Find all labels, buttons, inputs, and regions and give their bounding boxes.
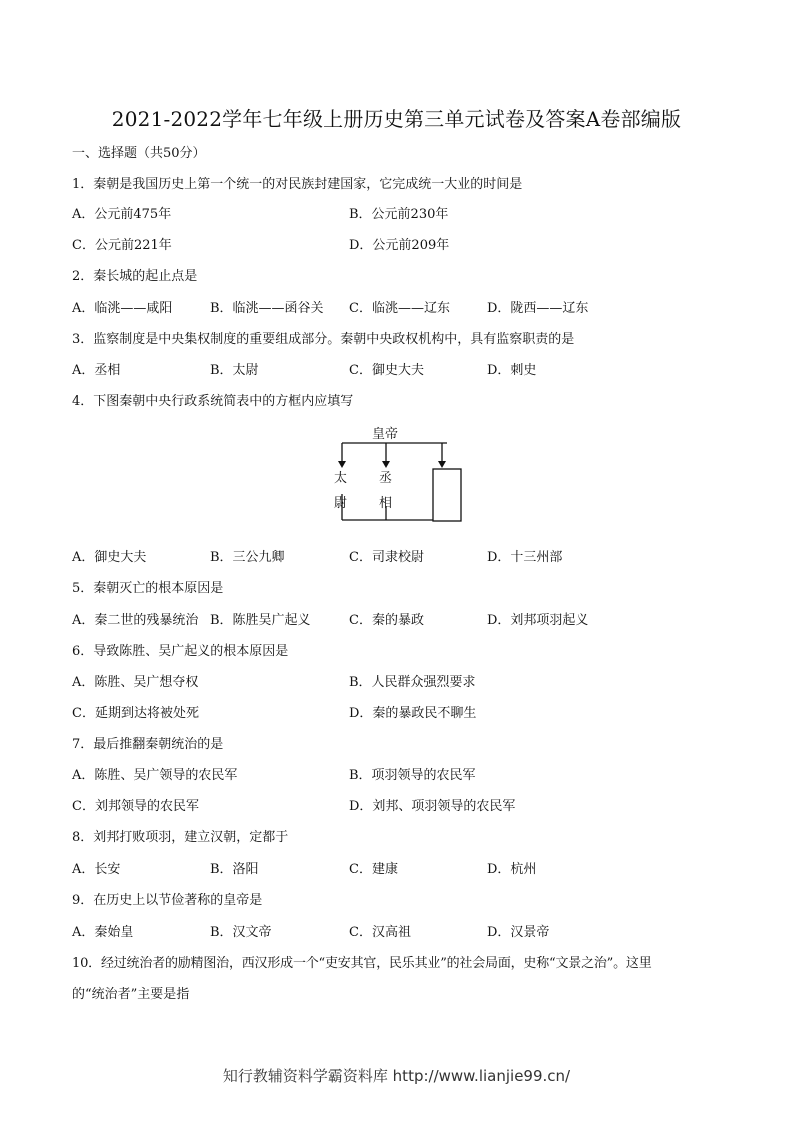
q7-option-d: D．刘邦、项羽领导的农民军: [349, 799, 516, 814]
question-9: 9．在历史上以节俭著称的皇帝是: [72, 893, 263, 908]
q4-option-b: B．三公九卿: [210, 550, 285, 565]
q1-option-d: D．公元前209年: [349, 238, 450, 253]
q2-option-d: D．陇西——辽东: [487, 301, 589, 316]
q4-option-a: A．御史大夫: [72, 550, 147, 565]
question-2: 2．秦长城的起止点是: [72, 269, 198, 284]
question-7: 7．最后推翻秦朝统治的是: [72, 737, 224, 752]
q4-option-d: D．十三州部: [487, 550, 563, 565]
q2-option-a: A．临洮——咸阳: [72, 301, 173, 316]
q6-option-d: D．秦的暴政民不聊生: [349, 706, 477, 721]
chengxiang-char-1: 丞: [379, 471, 393, 486]
q7-option-b: B．项羽领导的农民军: [349, 768, 476, 783]
q5-option-c: C．秦的暴政: [349, 613, 424, 628]
q5-option-d: D．刘邦项羽起义: [487, 613, 589, 628]
section-heading: 一、选择题（共50分）: [72, 146, 206, 161]
q2-option-b: B．临洮——函谷关: [210, 301, 324, 316]
q8-option-a: A．长安: [72, 862, 121, 877]
q3-option-d: D．刺史: [487, 363, 537, 378]
question-5: 5．秦朝灭亡的根本原因是: [72, 581, 224, 596]
footer-watermark: 知行教辅资料学霸资料库 http://www.lianjie99.cn/: [222, 1067, 571, 1085]
q1-option-a: A．公元前475年: [72, 207, 172, 222]
q8-option-d: D．杭州: [487, 862, 537, 877]
q5-option-b: B．陈胜吴广起义: [210, 613, 311, 628]
q3-option-a: A．丞相: [72, 363, 121, 378]
q8-option-c: C．建康: [349, 862, 398, 877]
q9-option-c: C．汉高祖: [349, 925, 411, 940]
emperor-label: 皇帝: [372, 427, 399, 442]
page-title: 2021-2022学年七年级上册历史第三单元试卷及答案A卷部编版: [111, 107, 682, 131]
question-10: 10．经过统治者的励精图治，西汉形成一个“吏安其官，民乐其业”的社会局面，史称“文景之治”。这里: [72, 956, 652, 971]
q9-option-a: A．秦始皇: [72, 925, 134, 940]
question-8: 8．刘邦打败项羽，建立汉朝，定都于: [72, 830, 289, 845]
q9-option-b: B．汉文帝: [210, 925, 272, 940]
q9-option-d: D．汉景帝: [487, 925, 550, 940]
q5-option-a: A．秦二世的残暴统治: [72, 613, 199, 628]
chengxiang-char-2: 相: [379, 496, 393, 511]
question-3: 3．监察制度是中央集权制度的重要组成部分。秦朝中央政权机构中，具有监察职责的是: [72, 332, 575, 347]
q1-option-b: B．公元前230年: [349, 207, 449, 222]
q6-option-b: B．人民群众强烈要求: [349, 675, 476, 690]
q2-option-c: C．临洮——辽东: [349, 301, 450, 316]
question-6: 6．导致陈胜、吴广起义的根本原因是: [72, 644, 289, 659]
q7-option-c: C．刘邦领导的农民军: [72, 799, 199, 814]
blank-answer-box: [433, 469, 461, 521]
q3-option-c: C．御史大夫: [349, 363, 424, 378]
question-4: 4．下图秦朝中央行政系统简表中的方框内应填写: [72, 394, 354, 409]
q6-option-a: A．陈胜、吴广想夺权: [72, 675, 199, 690]
q1-option-c: C．公元前221年: [72, 238, 172, 253]
q3-option-b: B．太尉: [210, 363, 259, 378]
question-10-continued: 的“统治者”主要是指: [72, 987, 190, 1002]
q7-option-a: A．陈胜、吴广领导的农民军: [72, 768, 238, 783]
q4-option-c: C．司隶校尉: [349, 550, 424, 565]
q8-option-b: B．洛阳: [210, 862, 259, 877]
taiwei-char-2: 尉: [334, 496, 348, 511]
q6-option-c: C．延期到达将被处死: [72, 706, 199, 721]
taiwei-char-1: 太: [334, 471, 348, 486]
question-1: 1．秦朝是我国历史上第一个统一的对民族封建国家，它完成统一大业的时间是: [72, 177, 523, 192]
government-structure-diagram: [320, 422, 480, 530]
